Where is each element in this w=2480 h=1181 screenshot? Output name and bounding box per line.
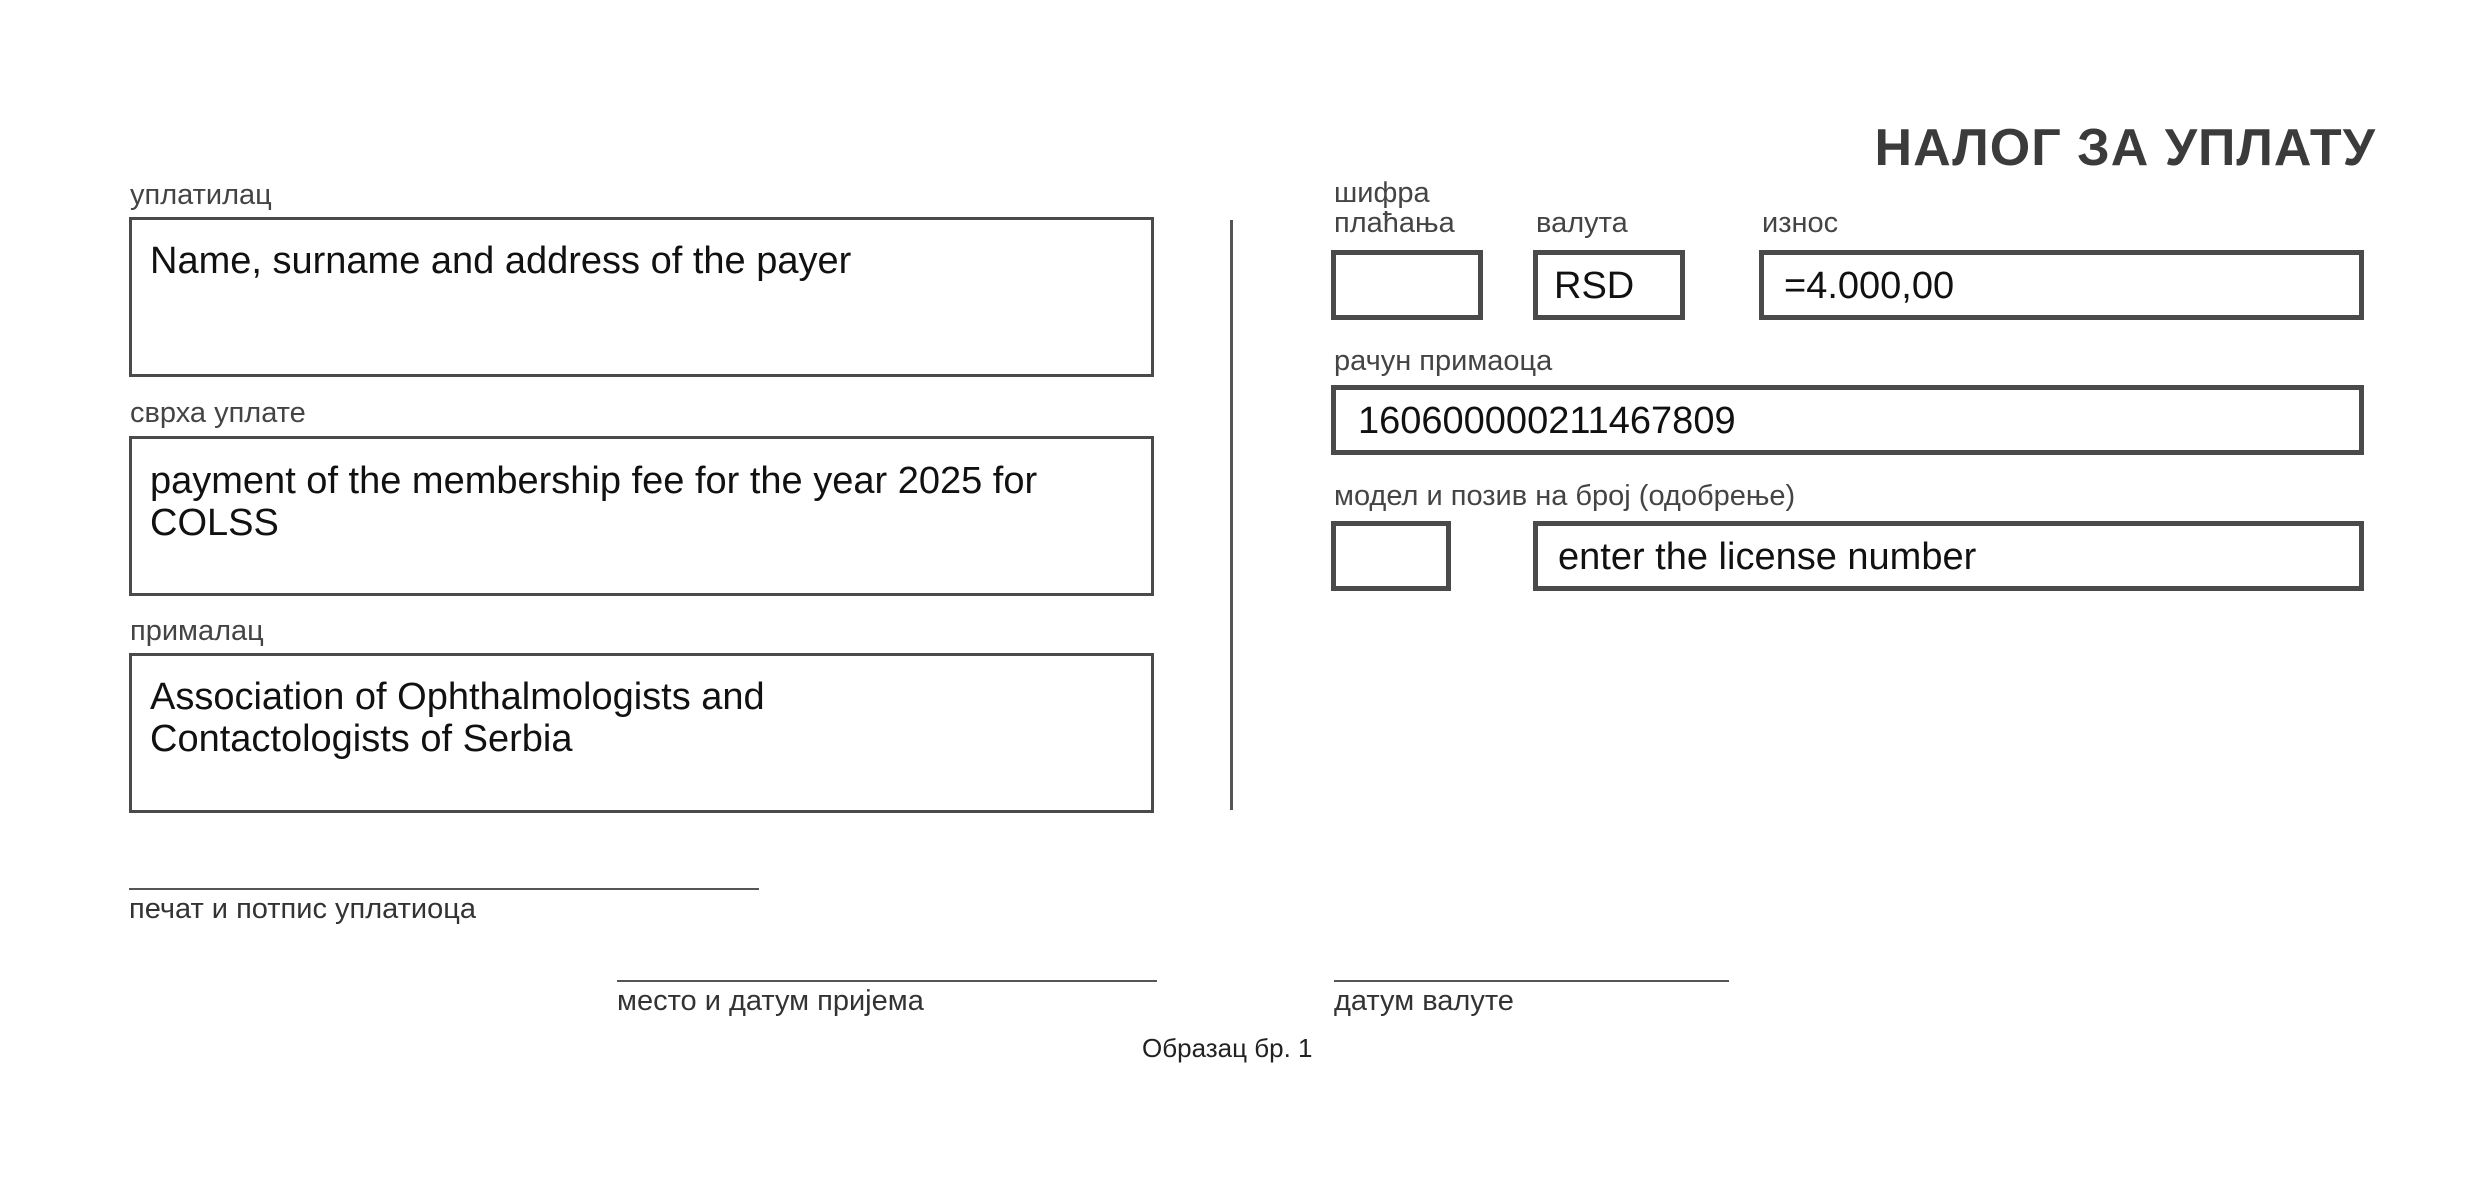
purpose-field[interactable] xyxy=(129,436,1154,596)
purpose-value: payment of the membership fee for the year 2025 for COLSS xyxy=(150,460,1038,544)
payer-label: уплатилац xyxy=(130,179,272,211)
signature-label: печат и потпис уплатиоца xyxy=(129,893,476,925)
amount-field[interactable] xyxy=(1759,250,2364,320)
recipient-account-value: 160600000211467809 xyxy=(1358,400,1736,442)
form-title: НАЛОГ ЗА УПЛАТУ xyxy=(1874,119,2376,177)
signature-line xyxy=(129,888,759,890)
reference-model-field[interactable] xyxy=(1331,521,1451,591)
currency-label: валута xyxy=(1536,207,1628,239)
value-date-label: датум валуте xyxy=(1334,985,1514,1017)
recipient-account-label: рачун примаоца xyxy=(1334,345,1553,377)
payer-field[interactable] xyxy=(129,217,1154,377)
payment-code-field[interactable] xyxy=(1331,250,1483,320)
form-number: Образац бр. 1 xyxy=(1142,1033,1313,1063)
recipient-field[interactable] xyxy=(129,653,1154,813)
payment-code-label-line1: шифра xyxy=(1334,177,1430,209)
value-date-line xyxy=(1334,980,1729,982)
recipient-label: прималац xyxy=(130,615,264,647)
recipient-value: Association of Ophthalmologists and Contactologists of Serbia xyxy=(150,676,765,760)
reference-label: модел и позив на број (одобрење) xyxy=(1334,480,1796,512)
payer-value: Name, surname and address of the payer xyxy=(150,240,852,282)
place-date-label: место и датум пријема xyxy=(617,985,924,1017)
place-date-line xyxy=(617,980,1157,982)
amount-label: износ xyxy=(1762,207,1839,239)
currency-field[interactable] xyxy=(1533,250,1685,320)
column-divider xyxy=(1230,220,1233,810)
currency-value: RSD xyxy=(1554,265,1635,307)
purpose-label: сврха уплате xyxy=(130,397,306,429)
payment-code-label-line2: плаћања xyxy=(1334,207,1455,239)
reference-number-value: enter the license number xyxy=(1558,536,1977,578)
amount-value: =4.000,00 xyxy=(1784,265,1955,307)
recipient-account-field[interactable] xyxy=(1331,385,2364,455)
reference-number-field[interactable] xyxy=(1533,521,2364,591)
